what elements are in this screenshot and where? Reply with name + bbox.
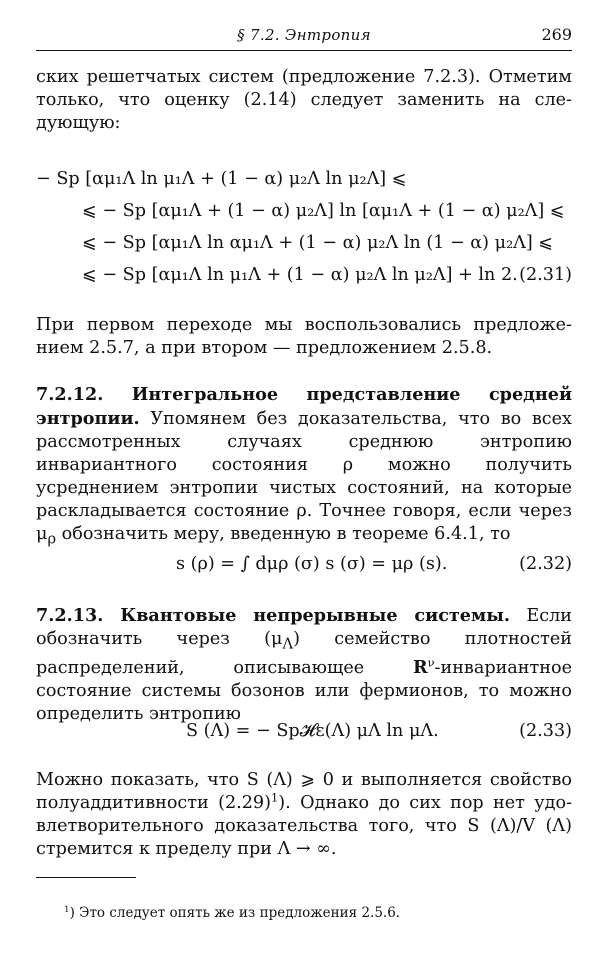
footnote: $^1$) Это следует опять же из предложения 2.5.6. [64,905,401,921]
equation-number-2-33: (2.33) [519,721,572,741]
page-number: 269 [541,25,572,44]
equation-number-2-31: (2.31) [519,265,572,285]
footnote-ref: 1 [270,790,279,805]
footnote-divider [36,877,136,878]
paragraph-7-2-12: 7.2.12. Интегральное представление средней энтропии. Упомянем без доказательства, что во всех рассмотренных случаях среднюю энтропию инвариантного состояния ρ можно получить усреднением энтропии чистых состояний, на которые раскладывается состояние ρ. Точнее говоря, если через $\mu_\rho$ обозначить меру, введенную в теореме 6.4.1, то [36,384,572,548]
formula-line-1: − Sp [αμ₁Λ ln μ₁Λ + (1 − α) μ₂Λ ln μ₂Λ] ⩽ [36,169,407,189]
subsection-heading-7-2-13: 7.2.13. Квантовые непрерывные системы. [36,605,511,626]
footnote-mark: 1 [64,905,70,916]
paragraph-transitions: При первом переходе мы воспользовались предложением 2.5.7, а при втором — предложением 2.5.8. [36,315,572,358]
equation-number-2-32: (2.32) [519,554,572,574]
formula-line-4: ⩽ − Sp [αμ₁Λ ln μ₁Λ + (1 − α) μ₂Λ ln μ₂Λ] + ln 2. (2.31) [82,265,572,285]
formula-2-32: s (ρ) = ∫ dμρ (σ) s (σ) = μρ (s). (2.32) [176,554,572,574]
formula-line-3: ⩽ − Sp [αμ₁Λ ln αμ₁Λ + (1 − α) μ₂Λ ln (1 − α) μ₂Λ] ⩽ [82,233,554,253]
subsection-heading-7-2-12: 7.2.12. Интегральное представление средней энтропии. [36,384,572,429]
running-header [36,22,572,51]
formula-line-2: ⩽ − Sp [αμ₁Λ + (1 − α) μ₂Λ] ln [αμ₁Λ + (1 − α) μ₂Λ] ⩽ [82,201,565,221]
section-title: § 7.2. Энтропия [237,26,371,44]
formula-2-33: S (Λ) = − Sp𝓗ε(Λ) μΛ ln μΛ. (2.33) [186,721,572,741]
paragraph-intro: ских решетчатых систем (предложение 7.2.3). Отметим только, что оценку (2.14) следует заменить на следующую: [36,67,572,133]
paragraph-conclusion: Можно показать, что S (Λ) ⩾ 0 и выполняется свойство полуаддитивности $(2.29)^1$). Однако до сих пор нет удовлетворительного доказательства того, что S (Λ)/V (Λ) стремится к пределу при Λ → ∞. [36,770,573,859]
paragraph-7-2-13: 7.2.13. Квантовые непрерывные системы. Если обозначить через $(\mu_\Lambda)$ семейство плотностей распределений, описывающее $R^\nu$-инвариантное состояние системы бозонов или фермионов, то можно определить энтропию [36,605,572,724]
